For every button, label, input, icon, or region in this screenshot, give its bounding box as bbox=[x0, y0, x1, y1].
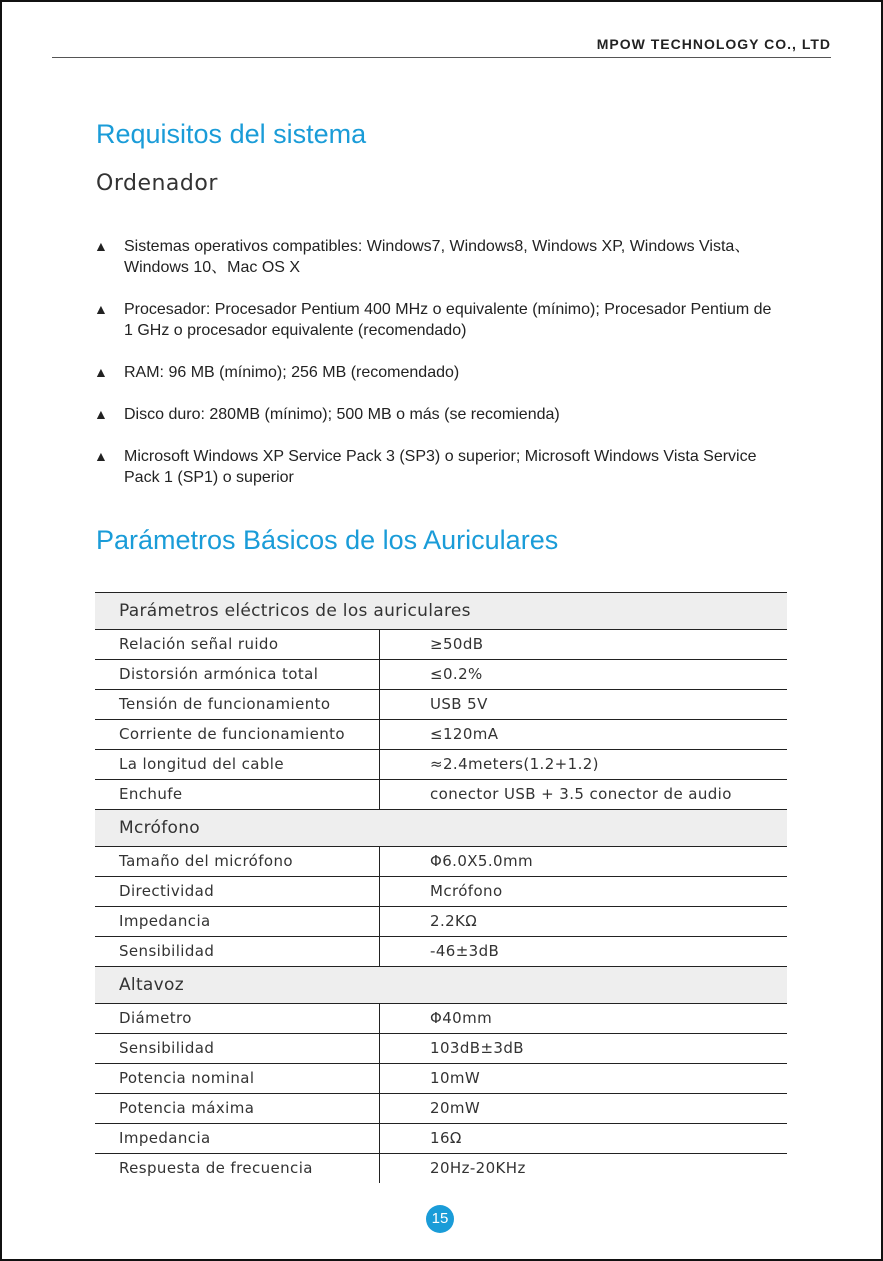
spec-row bbox=[95, 1004, 787, 1034]
triangle-bullet-icon: ▲ bbox=[94, 301, 108, 317]
spec-value: conector USB + 3.5 conector de audio bbox=[430, 785, 732, 803]
spec-row bbox=[95, 1064, 787, 1094]
requirement-text: Microsoft Windows XP Service Pack 3 (SP3) o superior; Microsoft Windows Vista Service Pack 1 (SP1) o superior bbox=[124, 448, 757, 486]
requirements-list bbox=[94, 236, 774, 509]
triangle-bullet-icon: ▲ bbox=[94, 448, 108, 464]
spec-value: 2.2KΩ bbox=[430, 912, 478, 930]
page-number-badge: 15 bbox=[426, 1205, 454, 1233]
requirement-text: Sistemas operativos compatibles: Windows7, Windows8, Windows XP, Windows Vista、Windows 10、Mac OS X bbox=[124, 238, 751, 276]
spec-name: Sensibilidad bbox=[95, 1034, 380, 1063]
spec-name: Potencia máxima bbox=[95, 1094, 380, 1123]
spec-row bbox=[95, 907, 787, 937]
spec-value: Mcrófono bbox=[430, 882, 503, 900]
computer-subtitle: Ordenador bbox=[96, 171, 218, 196]
spec-row bbox=[95, 690, 787, 720]
spec-name: Impedancia bbox=[95, 1124, 380, 1153]
spec-row bbox=[95, 1034, 787, 1064]
spec-value: 103dB±3dB bbox=[430, 1039, 524, 1057]
spec-group-electrical bbox=[95, 630, 787, 809]
spec-value: 10mW bbox=[430, 1069, 481, 1087]
spec-row bbox=[95, 877, 787, 907]
spec-category-speaker: Altavoz bbox=[95, 966, 787, 1004]
spec-name: Corriente de funcionamiento bbox=[95, 720, 380, 749]
spec-name: Directividad bbox=[95, 877, 380, 906]
spec-value: 16Ω bbox=[430, 1129, 462, 1147]
spec-name: Potencia nominal bbox=[95, 1064, 380, 1093]
spec-value: Φ40mm bbox=[430, 1009, 493, 1027]
triangle-bullet-icon: ▲ bbox=[94, 406, 108, 422]
headphone-params-title: Parámetros Básicos de los Auriculares bbox=[96, 525, 559, 555]
spec-name: Diámetro bbox=[95, 1004, 380, 1033]
spec-row bbox=[95, 660, 787, 690]
spec-value: ≤0.2% bbox=[430, 665, 483, 683]
header-divider bbox=[52, 57, 831, 58]
specs-table bbox=[95, 592, 787, 1183]
spec-category-microphone: Mcrófono bbox=[95, 809, 787, 847]
spec-name: Distorsión armónica total bbox=[95, 660, 380, 689]
spec-name: La longitud del cable bbox=[95, 750, 380, 779]
requirement-item bbox=[94, 362, 774, 383]
spec-row bbox=[95, 1154, 787, 1183]
spec-row bbox=[95, 847, 787, 877]
requirement-text: Disco duro: 280MB (mínimo); 500 MB o más (se recomienda) bbox=[124, 406, 560, 423]
system-requirements-title: Requisitos del sistema bbox=[96, 119, 367, 149]
spec-category-electrical: Parámetros eléctricos de los auriculares bbox=[95, 592, 787, 630]
spec-row bbox=[95, 780, 787, 809]
spec-row bbox=[95, 630, 787, 660]
spec-name: Tensión de funcionamiento bbox=[95, 690, 380, 719]
spec-value: ≈2.4meters(1.2+1.2) bbox=[430, 755, 599, 773]
triangle-bullet-icon: ▲ bbox=[94, 364, 108, 380]
spec-group-microphone bbox=[95, 847, 787, 966]
spec-row bbox=[95, 1094, 787, 1124]
spec-value: Φ6.0X5.0mm bbox=[430, 852, 534, 870]
requirement-text: RAM: 96 MB (mínimo); 256 MB (recomendado) bbox=[124, 364, 460, 381]
spec-row bbox=[95, 720, 787, 750]
spec-name: Relación señal ruido bbox=[95, 630, 380, 659]
spec-group-speaker bbox=[95, 1004, 787, 1183]
company-name: MPOW TECHNOLOGY CO., LTD bbox=[596, 36, 831, 52]
requirement-text: Procesador: Procesador Pentium 400 MHz o equivalente (mínimo); Procesador Pentium de 1 GHz o procesador equivalente (recomendado) bbox=[124, 301, 772, 339]
spec-name: Sensibilidad bbox=[95, 937, 380, 966]
spec-value: ≥50dB bbox=[430, 635, 484, 653]
requirement-item bbox=[94, 404, 774, 425]
spec-row bbox=[95, 937, 787, 966]
spec-value: 20mW bbox=[430, 1099, 481, 1117]
spec-name: Respuesta de frecuencia bbox=[95, 1154, 380, 1183]
spec-name: Impedancia bbox=[95, 907, 380, 936]
triangle-bullet-icon: ▲ bbox=[94, 238, 108, 254]
requirement-item bbox=[94, 446, 774, 488]
spec-value: USB 5V bbox=[430, 695, 488, 713]
requirement-item bbox=[94, 236, 774, 278]
requirement-item bbox=[94, 299, 774, 341]
spec-value: ≤120mA bbox=[430, 725, 499, 743]
spec-row bbox=[95, 750, 787, 780]
spec-name: Enchufe bbox=[95, 780, 380, 809]
spec-name: Tamaño del micrófono bbox=[95, 847, 380, 876]
spec-row bbox=[95, 1124, 787, 1154]
spec-value: 20Hz-20KHz bbox=[430, 1159, 526, 1177]
spec-value: -46±3dB bbox=[430, 942, 500, 960]
